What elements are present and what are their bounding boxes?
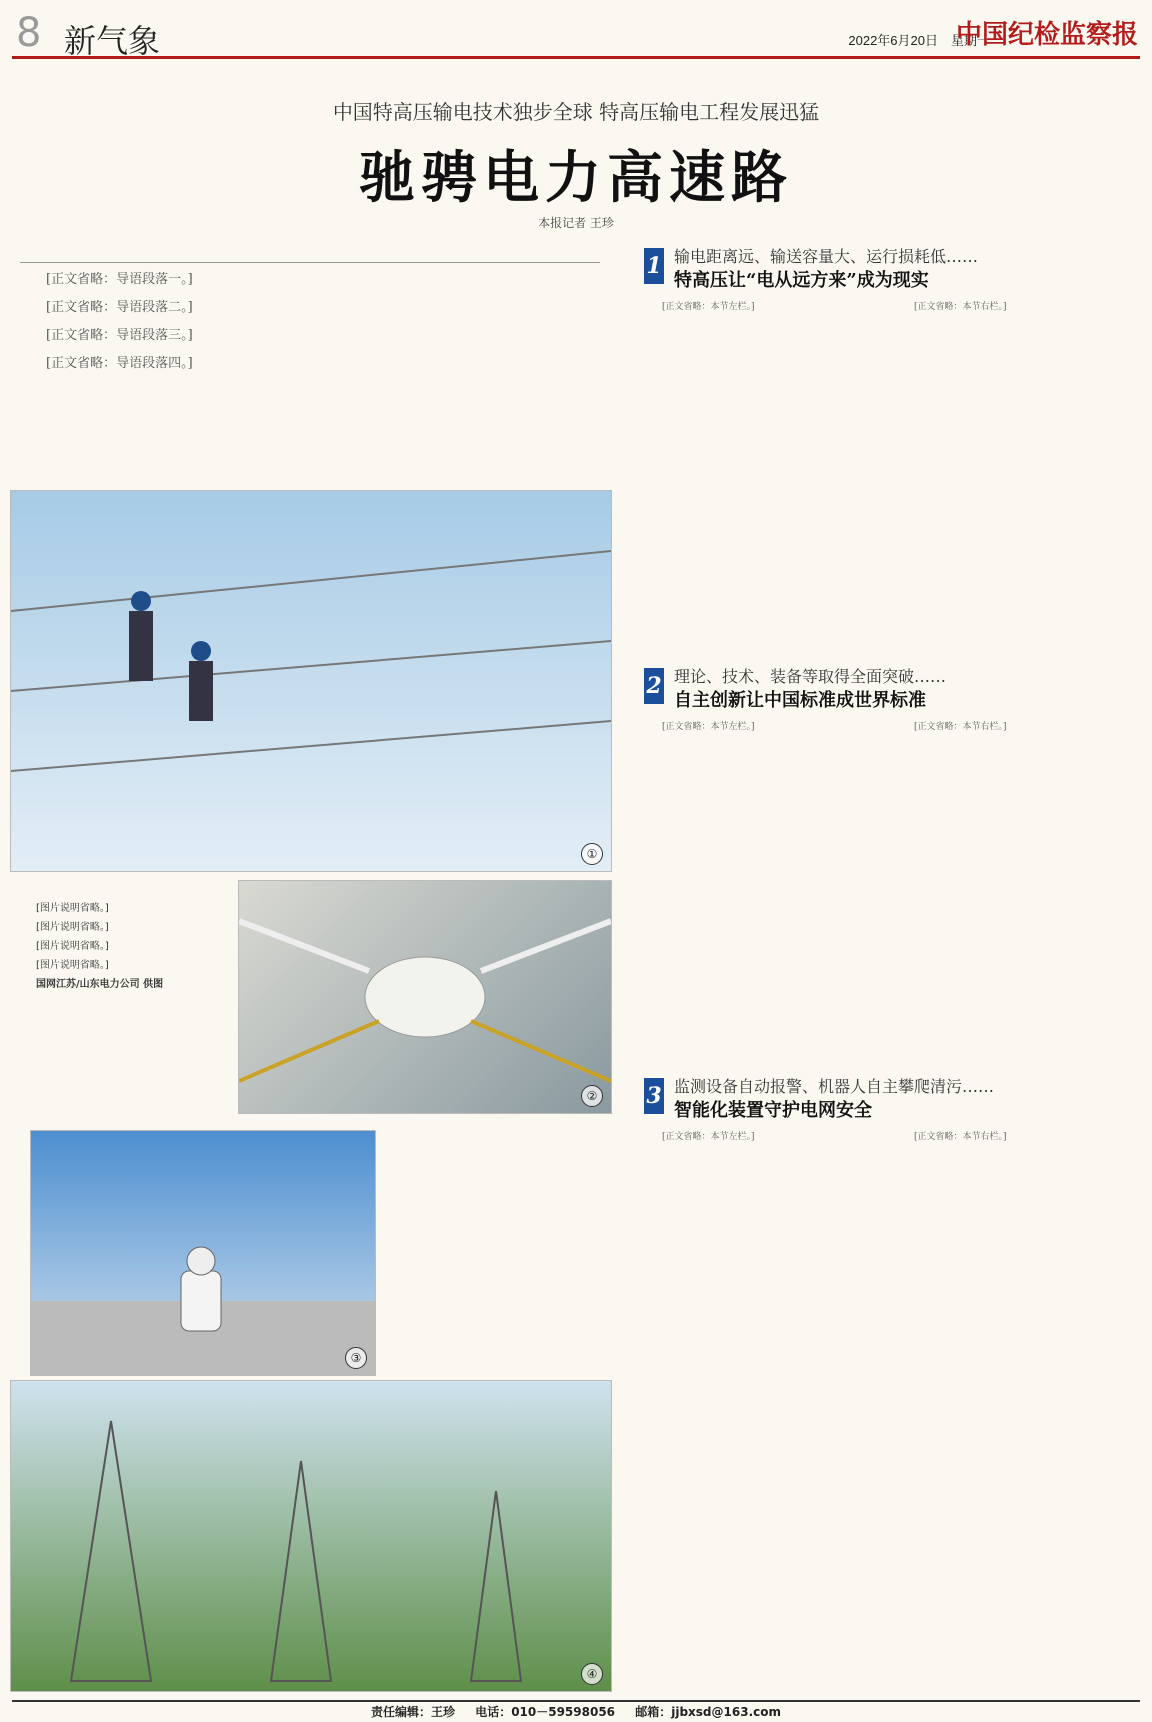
power-line-illustration	[11, 491, 611, 871]
page-footer	[12, 1700, 1140, 1722]
section-2	[644, 664, 1134, 1044]
section-heading: 特高压让“电从远方来”成为现实	[674, 270, 929, 291]
footer-phone: 电话：010－59598056	[475, 1705, 616, 1719]
photo-number: ③	[345, 1347, 367, 1369]
lead-paragraph: [正文省略：导语段落二。]	[46, 300, 193, 315]
masthead	[12, 8, 1140, 59]
section-kicker: 理论、技术、装备等取得全面突破……	[674, 667, 947, 686]
photo-transmission-towers	[10, 1380, 612, 1692]
section-text: [正文省略：本节右栏。]	[914, 1132, 1007, 1142]
article-kicker: 中国特高压输电技术独步全球 特高压输电工程发展迅猛	[332, 100, 820, 124]
photo-number: ②	[581, 1085, 603, 1107]
tower-illustration	[11, 1381, 611, 1691]
section-1	[644, 244, 1134, 644]
section-text: [正文省略：本节左栏。]	[662, 722, 755, 732]
photo-workers-on-line	[10, 490, 612, 872]
photo-gil-tunnel	[238, 880, 612, 1114]
newspaper-logo: 中国纪检监察报	[955, 20, 1138, 50]
section-text: [正文省略：本节左栏。]	[662, 1132, 755, 1142]
photo-captions	[36, 900, 226, 995]
section-heading: 智能化装置守护电网安全	[674, 1100, 872, 1121]
tunnel-illustration	[239, 881, 611, 1113]
photo-credit: 国网江苏/山东电力公司 供图	[36, 979, 164, 990]
lead-text	[20, 262, 600, 479]
page-number: 8	[16, 10, 42, 56]
lead-paragraph: [正文省略：导语段落三。]	[46, 328, 193, 343]
section-number: 3	[644, 1078, 664, 1114]
article-headline: 驰骋电力高速路	[359, 145, 793, 211]
section-3	[644, 1074, 1134, 1674]
footer-editor: 责任编辑：王珍	[370, 1705, 455, 1719]
photo-number: ①	[581, 843, 603, 865]
lead-paragraph: [正文省略：导语段落四。]	[46, 356, 193, 371]
caption-text: [图片说明省略。]	[36, 922, 109, 933]
photo-number: ④	[581, 1663, 603, 1685]
section-number: 1	[644, 248, 664, 284]
footer-email: 邮箱：jjbxsd@163.com	[635, 1705, 781, 1719]
substation-illustration	[31, 1131, 375, 1375]
article-byline: 本报记者 王珍	[538, 216, 614, 230]
section-title: 新气象	[64, 22, 161, 60]
section-number: 2	[644, 668, 664, 704]
issue-date: 2022年6月20日 星期一	[848, 33, 990, 48]
section-kicker: 输电距离远、输送容量大、运行损耗低……	[674, 247, 979, 266]
photo-inspection-robot	[30, 1130, 376, 1376]
caption-text: [图片说明省略。]	[36, 960, 109, 971]
section-text: [正文省略：本节右栏。]	[914, 302, 1007, 312]
section-kicker: 监测设备自动报警、机器人自主攀爬清污……	[674, 1077, 995, 1096]
section-heading: 自主创新让中国标准成世界标准	[674, 690, 926, 711]
section-text: [正文省略：本节右栏。]	[914, 722, 1007, 732]
caption-text: [图片说明省略。]	[36, 903, 109, 914]
lead-paragraph: [正文省略：导语段落一。]	[46, 272, 193, 287]
caption-text: [图片说明省略。]	[36, 941, 109, 952]
section-text: [正文省略：本节左栏。]	[662, 302, 755, 312]
